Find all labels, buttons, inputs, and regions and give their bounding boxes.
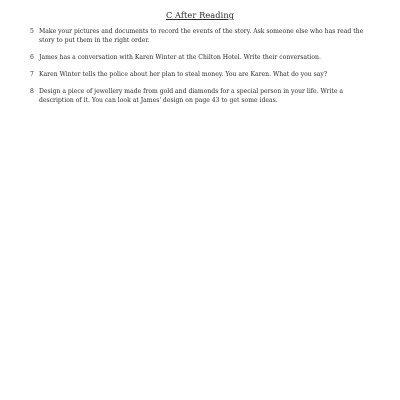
task-number: 5: [30, 28, 34, 35]
task-number: 8: [30, 88, 34, 96]
task-item-6: [30, 54, 370, 63]
task-text: Design a piece of jewellery made from gold and diamonds for a special person in your life. Write a description of it. You can look at James' design on page 43 to get some ideas.: [39, 88, 344, 105]
task-number: 6: [30, 53, 34, 61]
task-text: Karen Winter tells the police about her plan to steal money. You are Karen. What do you say?: [39, 71, 328, 79]
section-title: C After Reading: [165, 10, 235, 20]
task-text: James has a conversation with Karen Winter at the Chilton Hotel. Write their conversation.: [39, 53, 321, 61]
task-list: [30, 28, 370, 114]
task-number: 7: [30, 71, 34, 79]
task-item-7: [30, 71, 370, 80]
task-item-5: [30, 28, 370, 45]
task-item-8: [30, 88, 370, 105]
task-text: Make your pictures and documents to record the events of the story. Ask someone else who has read the story to put them in the right order.: [39, 28, 364, 44]
